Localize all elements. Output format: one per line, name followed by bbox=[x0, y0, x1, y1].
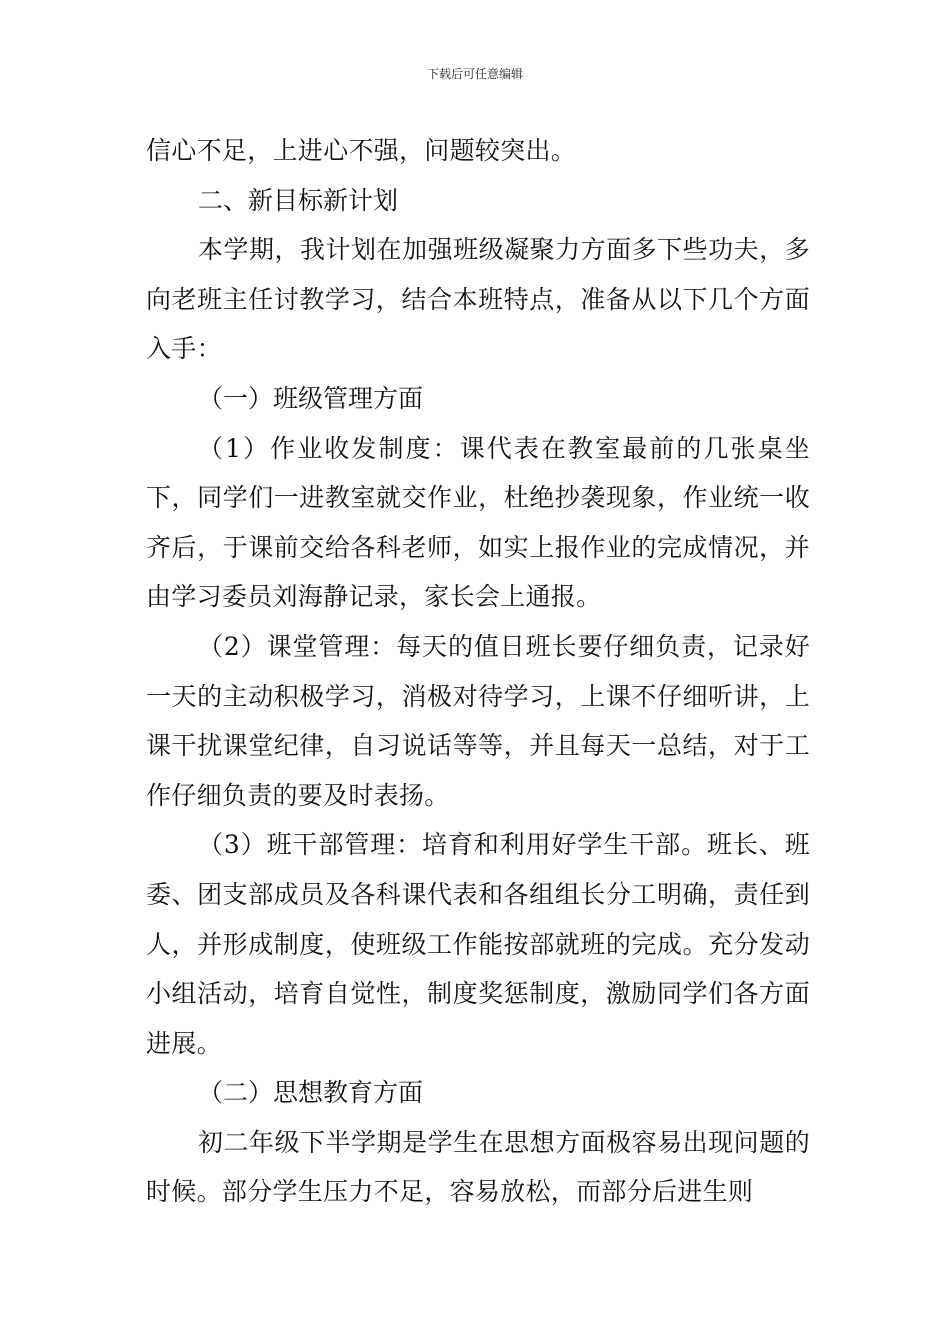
paragraph-class-cadre-management: （3）班干部管理：培育和利用好学生干部。班长、班委、团支部成员及各科课代表和各组组长分工明确，责任到人，并形成制度，使班级工作能按部就班的完成。充分发动小组活动，培育自觉性，制度奖惩制度，激励同学们各方面进展。 bbox=[146, 830, 810, 1058]
document-body bbox=[146, 126, 810, 1217]
paragraph-ideological-education: 初二年级下半学期是学生在思想方面极容易出现问题的时候。部分学生压力不足，容易放松，而部分后进生则 bbox=[146, 1127, 810, 1207]
section-heading-new-goals: 二、新目标新计划 bbox=[198, 185, 399, 215]
paragraph-continuation: 信心不足，上进心不强，问题较突出。 bbox=[146, 136, 577, 165]
subsection-heading-class-management: （一）班级管理方面 bbox=[198, 383, 424, 413]
paragraph-homework-system: （1）作业收发制度：课代表在教室最前的几张桌坐下，同学们一进教室就交作业，杜绝抄袭现象，作业统一收齐后，于课前交给各科老师，如实上报作业的完成情况，并由学习委员刘海静记录，家长会上通报。 bbox=[146, 433, 810, 612]
paragraph-classroom-management: （2）课堂管理：每天的值日班长要仔细负责，记录好一天的主动积极学习，消极对待学习，上课不仔细听讲，上课干扰课堂纪律，自习说话等等，并且每天一总结，对于工作仔细负责的要及时表扬。 bbox=[146, 631, 810, 810]
subsection-heading-ideological-education: （二）思想教育方面 bbox=[198, 1078, 424, 1108]
paragraph-intro-plan: 本学期，我计划在加强班级凝聚力方面多下些功夫，多向老班主任讨教学习，结合本班特点，准备从以下几个方面入手： bbox=[146, 235, 810, 364]
page-header: 下载后可任意编辑 bbox=[426, 67, 523, 81]
